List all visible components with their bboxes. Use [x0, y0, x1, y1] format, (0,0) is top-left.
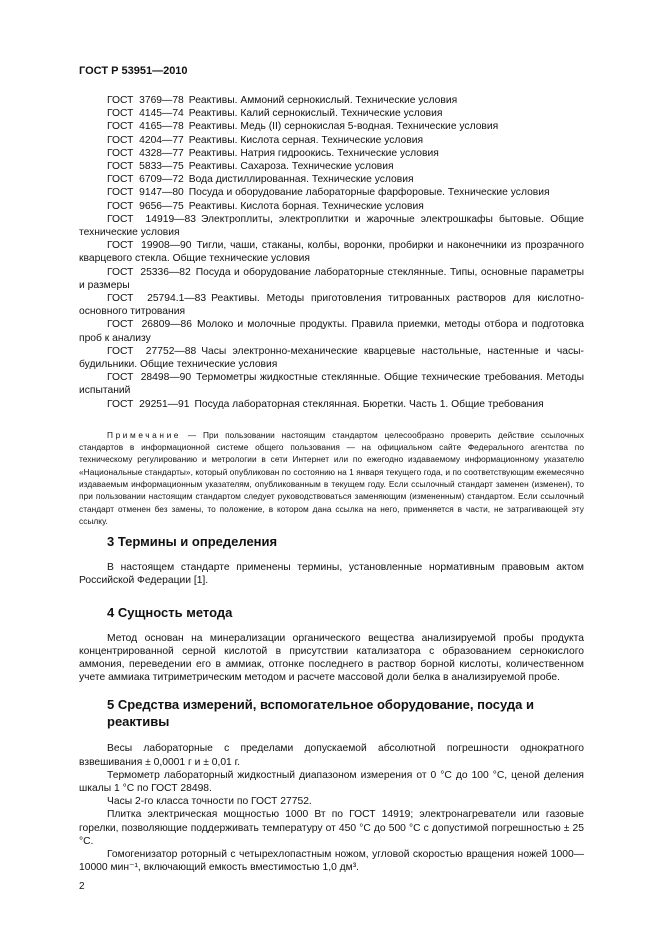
- page-number: 2: [79, 880, 85, 892]
- paragraph: Часы 2-го класса точности по ГОСТ 27752.: [107, 796, 312, 808]
- reference-title: Реактивы. Калий сернокислый. Технические условия: [188, 108, 443, 120]
- reference-item: [79, 345, 584, 371]
- reference-item: [79, 200, 584, 213]
- reference-code: ГОСТ 25794.1—83: [107, 293, 207, 305]
- document-header: ГОСТ Р 53951—2010: [79, 65, 188, 77]
- section-5-heading: 5 Средства измерений, вспомогательное оборудование, посуда и реактивы: [107, 697, 534, 730]
- reference-title: Тигли, чаши, стаканы, колбы, воронки, пробирки и наконечники из прозрачного кварцевого стекла. Общие технические условия: [79, 240, 585, 265]
- paragraph: Термометр лабораторный жидкостный диапазоном измерения от 0 °С до 100 °С, ценой деления шкалы 1 °С по ГОСТ 28498.: [79, 769, 584, 795]
- paragraph: Плитка электрическая мощностью 1000 Вт по ГОСТ 14919; электронагреватели или газовые горелки, позволяющие поддерживать температуру от 450 °С до 500 °С с допустимой погрешностью ± 25 °С.: [79, 809, 584, 847]
- normative-references-list: [79, 94, 584, 411]
- paragraph: Метод основан на минерализации органического вещества анализируемой пробы продукта концентрированной серной кислотой в присутствии катализатора с образованием сернокислого аммония, переведении его в аммиак, отгонке последнего в раствор борной кислоты, количественном учете аммиака титриметрическим методом и расчете массовой доли белка в анализируемой пробе.: [79, 632, 584, 684]
- reference-code: ГОСТ 19908—90: [107, 240, 192, 252]
- paragraph: В настоящем стандарте применены термины, установленные нормативным правовым актом Российской Федерации [1].: [79, 562, 584, 587]
- reference-item: [79, 160, 584, 173]
- reference-code: ГОСТ 4165—78: [107, 121, 184, 133]
- reference-code: ГОСТ 4328—77: [107, 147, 184, 159]
- reference-code: ГОСТ 4145—74: [107, 108, 184, 120]
- paragraph: Гомогенизатор роторный с четырехлопастным ножом, угловой скоростью вращения ножей 1000—10000 мин⁻¹, включающий емкость вместимостью 1,0 дм³.: [79, 849, 584, 874]
- reference-title: Посуда лабораторная стеклянная. Бюретки. Часть 1. Общие требования: [194, 398, 544, 410]
- reference-item: [79, 107, 584, 120]
- section-4-body: [79, 632, 584, 685]
- reference-title: Молоко и молочные продукты. Правила приемки, методы отбора и подготовка проб к анализу: [79, 319, 584, 344]
- reference-item: [79, 213, 584, 239]
- reference-title: Посуда и оборудование лабораторные стеклянные. Типы, основные параметры и размеры: [79, 266, 585, 291]
- section-3-body: [79, 561, 584, 587]
- reference-item: [79, 266, 584, 292]
- reference-code: ГОСТ 3769—78: [107, 95, 184, 106]
- document-page: [79, 0, 584, 933]
- note-label: Примечание: [107, 429, 182, 440]
- reference-item: [79, 120, 584, 133]
- reference-title: Реактивы. Кислота борная. Технические условия: [188, 200, 424, 212]
- reference-code: ГОСТ 28498—90: [107, 372, 192, 384]
- reference-title: Вода дистиллированная. Технические условия: [188, 174, 414, 186]
- reference-title: Реактивы. Аммоний сернокислый. Технические условия: [188, 95, 458, 106]
- note: [79, 429, 584, 527]
- reference-item: [79, 371, 584, 397]
- reference-code: ГОСТ 29251—91: [107, 398, 190, 410]
- reference-code: ГОСТ 26809—86: [107, 319, 192, 331]
- reference-item: [79, 147, 584, 160]
- reference-title: Реактивы. Сахароза. Технические условия: [188, 161, 394, 173]
- section-4-heading: 4 Сущность метода: [107, 604, 233, 620]
- reference-item: [79, 292, 584, 318]
- reference-item: [79, 134, 584, 147]
- reference-title: Реактивы. Натрия гидроокись. Технические условия: [188, 147, 439, 159]
- section-5-body: [79, 742, 584, 874]
- reference-code: ГОСТ 4204—77: [107, 134, 184, 146]
- reference-item: [79, 173, 584, 186]
- reference-code: ГОСТ 5833—75: [107, 161, 184, 173]
- paragraph: Весы лабораторные с пределами допускаемой абсолютной погрешности однократного взвешивания ± 0,0001 г и ± 0,01 г.: [79, 743, 584, 768]
- reference-title: Термометры жидкостные стеклянные. Общие технические требования. Методы испытаний: [79, 372, 584, 397]
- reference-item: [79, 186, 584, 199]
- reference-title: Электроплиты, электроплитки и жарочные электрошкафы бытовые. Общие технические условия: [79, 213, 585, 239]
- reference-code: ГОСТ 25336—82: [107, 266, 191, 278]
- note-text: — При пользовании настоящим стандартом целесообразно проверить действие ссылочных стандартов в информационной системе общего пользования — на официальном сайте Федерального агентства по техническому регулированию и метрологии в сети Интернет или по ежегодно издаваемому информационному указателю «Национальные стандарты», который опубликован по состоянию на 1 января текущего года, и по соответствующим ежемесячно издаваемым информационным указателям, опубликованным в текущем году. Если ссылочный стандарт заменен (изменен), то при пользовании настоящим стандартом следует руководствоваться заменяющим (измененным) стандартом. Если ссылочный стандарт отменен без замены, то положение, в котором дана ссылка на него, применяется в части, не затрагивающей эту ссылку.: [79, 429, 584, 526]
- reference-code: ГОСТ 9656—75: [107, 200, 184, 212]
- reference-title: Реактивы. Методы приготовления титрованных растворов для кислотно-основного титрования: [79, 293, 584, 318]
- reference-title: Часы электронно-механические кварцевые настольные, настенные и часы-будильники. Общие технические условия: [79, 345, 584, 371]
- reference-item: [79, 398, 584, 411]
- reference-item: [79, 318, 584, 344]
- section-3-heading: 3 Термины и определения: [107, 534, 278, 550]
- reference-title: Посуда и оборудование лабораторные фарфоровые. Технические условия: [188, 187, 550, 199]
- reference-item: [79, 239, 584, 265]
- reference-code: ГОСТ 27752—88: [107, 345, 197, 357]
- reference-code: ГОСТ 6709—72: [107, 174, 184, 186]
- reference-code: ГОСТ 9147—80: [107, 187, 184, 199]
- reference-item: [79, 94, 584, 107]
- reference-code: ГОСТ 14919—83: [107, 213, 196, 225]
- reference-title: Реактивы. Кислота серная. Технические условия: [188, 134, 424, 146]
- reference-title: Реактивы. Медь (II) сернокислая 5-водная. Технические условия: [188, 121, 499, 133]
